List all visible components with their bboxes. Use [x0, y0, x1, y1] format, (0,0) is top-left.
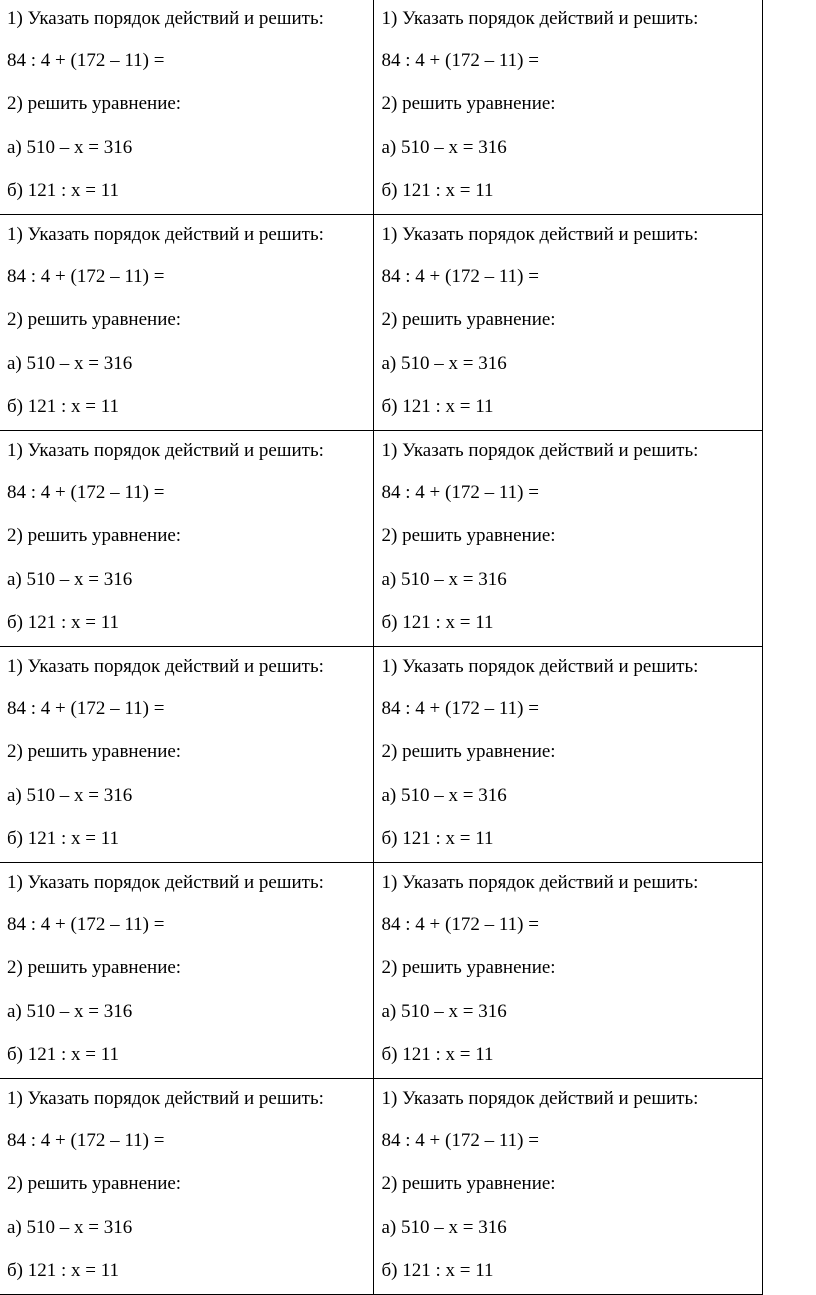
equation-b: б) 121 : x = 11	[381, 396, 494, 418]
equation-b: б) 121 : x = 11	[7, 396, 120, 418]
equation-prompt: 2) решить уравнение:	[7, 309, 182, 331]
task-expression: 84 : 4 + (172 – 11) =	[381, 50, 539, 71]
task-instruction: 1) Указать порядок действий и решить:	[7, 872, 324, 893]
task-instruction: 1) Указать порядок действий и решить:	[7, 8, 324, 29]
task-instruction: 1) Указать порядок действий и решить:	[7, 1088, 324, 1109]
equation-prompt: 2) решить уравнение:	[381, 741, 556, 763]
equation-a: а) 510 – x = 316	[7, 1000, 133, 1022]
task-expression: 84 : 4 + (172 – 11) =	[381, 482, 539, 503]
task-instruction: 1) Указать порядок действий и решить:	[381, 8, 699, 29]
equation-b: б) 121 : x = 11	[7, 828, 120, 850]
card-row	[0, 431, 762, 647]
equation-prompt: 2) решить уравнение:	[7, 525, 182, 547]
task-instruction: 1) Указать порядок действий и решить:	[7, 656, 324, 677]
task-card	[373, 647, 762, 863]
equation-a: а) 510 – x = 316	[7, 352, 133, 374]
equation-b: б) 121 : x = 11	[381, 1260, 494, 1282]
task-card	[373, 215, 762, 431]
task-expression: 84 : 4 + (172 – 11) =	[381, 1130, 539, 1151]
task-card	[373, 863, 762, 1079]
task-instruction: 1) Указать порядок действий и решить:	[381, 440, 699, 461]
equation-a: а) 510 – x = 316	[7, 784, 133, 806]
task-instruction: 1) Указать порядок действий и решить:	[381, 224, 699, 245]
equation-a: а) 510 – x = 316	[381, 784, 507, 806]
task-card	[373, 0, 762, 215]
task-expression: 84 : 4 + (172 – 11) =	[381, 698, 539, 719]
equation-prompt: 2) решить уравнение:	[7, 93, 182, 115]
equation-prompt: 2) решить уравнение:	[381, 1173, 556, 1195]
task-card	[0, 215, 373, 431]
task-expression: 84 : 4 + (172 – 11) =	[7, 1130, 165, 1151]
equation-b: б) 121 : x = 11	[7, 612, 120, 634]
task-expression: 84 : 4 + (172 – 11) =	[7, 266, 165, 287]
equation-a: а) 510 – x = 316	[381, 568, 507, 590]
equation-prompt: 2) решить уравнение:	[381, 309, 556, 331]
task-card	[0, 863, 373, 1079]
task-expression: 84 : 4 + (172 – 11) =	[7, 914, 165, 935]
equation-b: б) 121 : x = 11	[7, 180, 120, 202]
task-instruction: 1) Указать порядок действий и решить:	[7, 440, 324, 461]
equation-a: а) 510 – x = 316	[381, 136, 507, 158]
task-card	[0, 431, 373, 647]
task-expression: 84 : 4 + (172 – 11) =	[7, 50, 165, 71]
task-instruction: 1) Указать порядок действий и решить:	[381, 1088, 699, 1109]
equation-a: а) 510 – x = 316	[7, 568, 133, 590]
card-row	[0, 215, 762, 431]
task-expression: 84 : 4 + (172 – 11) =	[381, 266, 539, 287]
task-card	[373, 1079, 762, 1295]
equation-prompt: 2) решить уравнение:	[381, 93, 556, 115]
equation-prompt: 2) решить уравнение:	[381, 525, 556, 547]
equation-a: а) 510 – x = 316	[7, 136, 133, 158]
task-instruction: 1) Указать порядок действий и решить:	[7, 224, 324, 245]
equation-prompt: 2) решить уравнение:	[7, 741, 182, 763]
equation-b: б) 121 : x = 11	[7, 1044, 120, 1066]
task-card	[0, 0, 373, 215]
equation-prompt: 2) решить уравнение:	[381, 957, 556, 979]
equation-a: а) 510 – x = 316	[7, 1216, 133, 1238]
equation-prompt: 2) решить уравнение:	[7, 957, 182, 979]
equation-a: а) 510 – x = 316	[381, 1000, 507, 1022]
card-row	[0, 647, 762, 863]
task-expression: 84 : 4 + (172 – 11) =	[7, 482, 165, 503]
card-row	[0, 0, 762, 215]
task-instruction: 1) Указать порядок действий и решить:	[381, 872, 699, 893]
task-expression: 84 : 4 + (172 – 11) =	[7, 698, 165, 719]
equation-b: б) 121 : x = 11	[7, 1260, 120, 1282]
equation-b: б) 121 : x = 11	[381, 612, 494, 634]
equation-prompt: 2) решить уравнение:	[7, 1173, 182, 1195]
equation-b: б) 121 : x = 11	[381, 180, 494, 202]
task-card	[0, 1079, 373, 1295]
task-instruction: 1) Указать порядок действий и решить:	[381, 656, 699, 677]
equation-b: б) 121 : x = 11	[381, 828, 494, 850]
task-card	[373, 431, 762, 647]
equation-b: б) 121 : x = 11	[381, 1044, 494, 1066]
task-expression: 84 : 4 + (172 – 11) =	[381, 914, 539, 935]
equation-a: а) 510 – x = 316	[381, 1216, 507, 1238]
card-row	[0, 863, 762, 1079]
card-row	[0, 1079, 762, 1295]
equation-a: а) 510 – x = 316	[381, 352, 507, 374]
task-card	[0, 647, 373, 863]
